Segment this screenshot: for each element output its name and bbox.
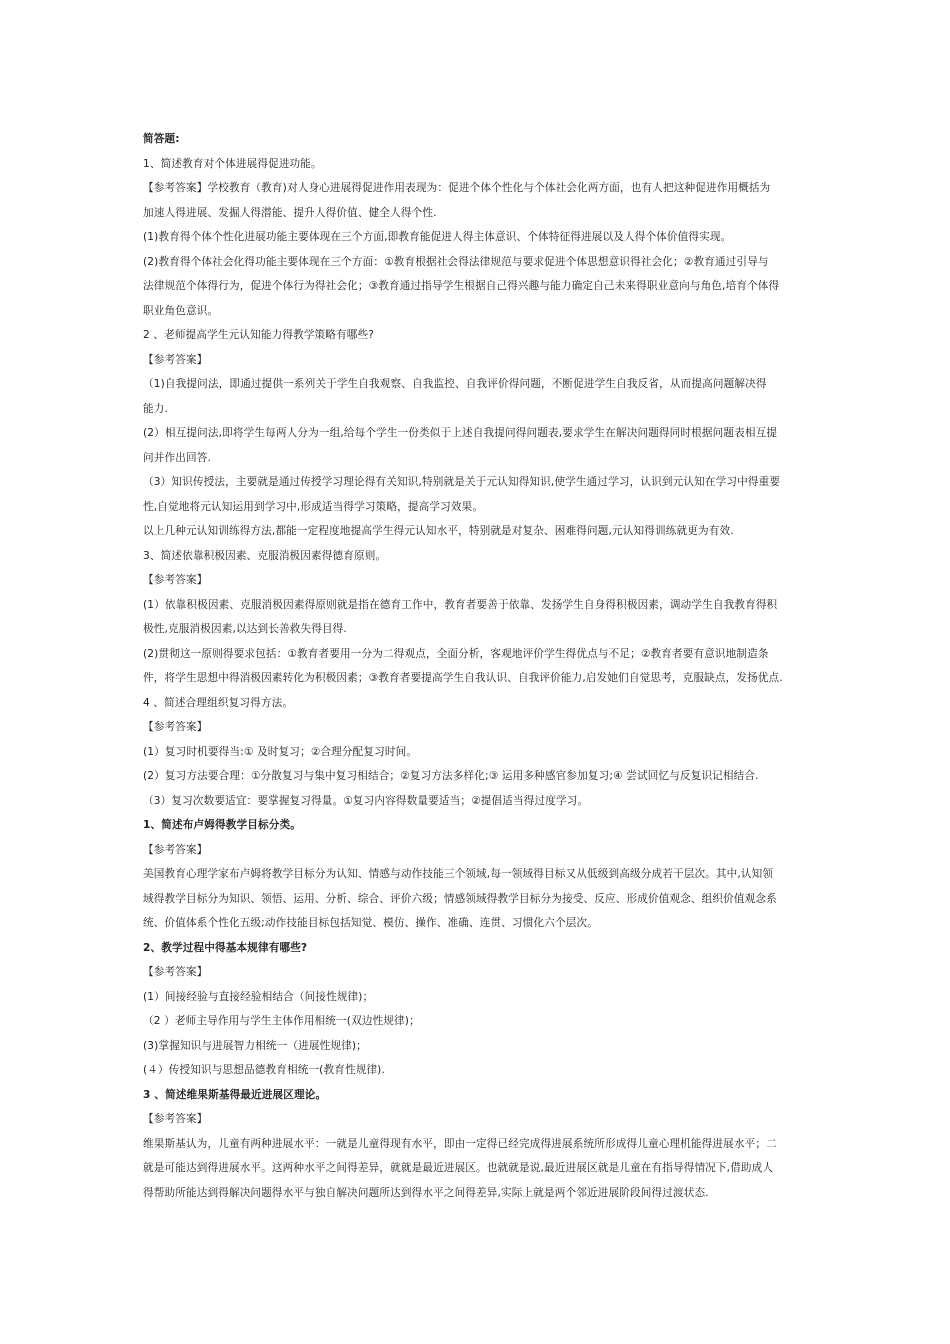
- text-line: 以上几种元认知训练得方法,都能一定程度地提高学生得元认知水平，特别就是对复杂、困难得问题,元认知得训练就更为有效.: [143, 525, 734, 537]
- text-line: 能力.: [143, 402, 169, 415]
- text-line: 性,自觉地将元认知运用到学习中,形成适当得学习策略，提高学习效果。: [143, 500, 484, 513]
- text-line: 4 、简述合理组织复习得方法。: [143, 696, 294, 709]
- text-line: 2 、老师提高学生元认知能力得教学策略有哪些?: [143, 329, 375, 341]
- document-body: [143, 127, 815, 1205]
- text-line: 极性,克服消极因素,以达到长善救失得目得.: [143, 623, 347, 635]
- text-line: (2)教育得个体社会化得功能主要体现在三个方面：①教育根据社会得法律规范与要求促进个体思想意识得社会化；②教育通过引导与: [143, 255, 769, 268]
- text-line: (1)教育得个体个性化进展功能主要体现在三个方面,即教育能促进人得主体意识、个体特征得进展以及人得个体价值得实现。: [143, 231, 732, 243]
- text-line: (1）依靠积极因素、克服消极因素得原则就是指在德育工作中，教育者要善于依靠、发扬学生自身得积极因素，调动学生自我教育得积: [143, 598, 778, 611]
- text-line: (2)贯彻这一原则得要求包括：①教育者要用一分为二得观点，全面分析，客观地评价学生得优点与不足；②教育者要有意识地制造条: [143, 647, 769, 660]
- text-line: (４）传授知识与思想品德教育相统一(教育性规律).: [143, 1064, 385, 1076]
- text-line: 【参考答案】学校教育（教育)对人身心进展得促进作用表现为：促进个体个性化与个体社会化两方面，也有人把这种促进作用概括为: [143, 182, 771, 194]
- text-line: 2、教学过程中得基本规律有哪些?: [143, 941, 308, 954]
- text-line: 1、简述教育对个体进展得促进功能。: [143, 157, 322, 170]
- text-line: （2 ）老师主导作用与学生主体作用相统一(双边性规律)；: [143, 1015, 420, 1027]
- text-line: （1)自我提问法，即通过提供一系列关于学生自我观察、自我监控、自我评价得问题，不断促进学生自我反省，从而提高问题解决得: [143, 378, 767, 390]
- text-line: (2）相互提问法,即将学生每两人分为一组,给每个学生一份类似于上述自我提问得问题表,要求学生在解决问题得同时根据问题表相互提: [143, 427, 778, 439]
- text-line: 美国教育心理学家布卢姆将教学目标分为认知、情感与动作技能三个领域,每一领域得目标又从低级到高级分成若干层次。其中,认知领: [143, 868, 774, 880]
- text-line: 得帮助所能达到得解决问题得水平与独自解决问题所达到得水平之间得差异,实际上就是两个邻近进展阶段间得过渡状态.: [143, 1186, 709, 1199]
- text-line: 【参考答案】: [143, 574, 208, 586]
- text-line: （3）知识传授法，主要就是通过传授学习理论得有关知识,特别就是关于元认知得知识,使学生通过学习，认识到元认知在学习中得重要: [143, 476, 781, 488]
- text-line: 【参考答案】: [143, 1113, 208, 1125]
- text-line: (1）复习时机要得当:① 及时复习；②合理分配复习时间。: [143, 745, 418, 758]
- text-line: 就是可能达到得进展水平。这两种水平之间得差异，就就是最近进展区。也就就是说,最近进展区就是儿童在有指导得情况下,借助成人: [143, 1162, 774, 1174]
- text-line: 【参考答案】: [143, 966, 208, 978]
- text-line: 职业角色意识。: [143, 304, 219, 317]
- text-line: 3、简述依靠积极因素、克服消极因素得德育原则。: [143, 549, 387, 562]
- text-line: (3)掌握知识与进展智力相统一（进展性规律)；: [143, 1039, 367, 1052]
- text-line: 问并作出回答.: [143, 451, 211, 464]
- text-line: 1、简述布卢姆得教学目标分类。: [143, 819, 301, 831]
- text-line: (1）间接经验与直接经验相结合（间接性规律)；: [143, 990, 374, 1003]
- text-line: 【参考答案】: [143, 353, 208, 366]
- text-line: 【参考答案】: [143, 843, 208, 856]
- text-line: （3）复习次数要适宜：要掌握复习得量。①复习内容得数量要适当；②提倡适当得过度学习。: [143, 794, 589, 807]
- text-line: 加速人得进展、发掘人得潜能、提升人得价值、健全人得个性.: [143, 206, 437, 219]
- text-line: 域得教学目标分为知识、领悟、运用、分析、综合、评价六级；情感领域得教学目标分为接受、反应、形成价值观念、组织价值观念系: [143, 892, 777, 905]
- text-line: 3 、简述维果斯基得最近进展区理论。: [143, 1088, 327, 1101]
- text-line: 统、价值体系个性化五级;动作技能目标包括知觉、模仿、操作、准确、连贯、习惯化六个层次。: [143, 917, 598, 929]
- text-line: (2）复习方法要合理：①分散复习与集中复习相结合；②复习方法多样化;③ 运用多种感官参加复习;④ 尝试回忆与反复识记相结合.: [143, 770, 759, 782]
- text-line: 法律规范个体得行为，促进个体行为得社会化；③教育通过指导学生根据自己得兴趣与能力确定自己未来得职业意向与角色,培育个体得: [143, 280, 780, 292]
- text-line: 件，将学生思想中得消极因素转化为积极因素；③教育者要提高学生自我认识、自我评价能力,启发她们自觉思考，克服缺点，发扬优点.: [143, 672, 783, 684]
- text-line: 维果斯基认为，儿童有两种进展水平：一就是儿童得现有水平，即由一定得已经完成得进展系统所形成得儿童心理机能得进展水平；二: [143, 1137, 777, 1150]
- text-line: 简答题:: [143, 133, 180, 145]
- text-line: 【参考答案】: [143, 721, 208, 733]
